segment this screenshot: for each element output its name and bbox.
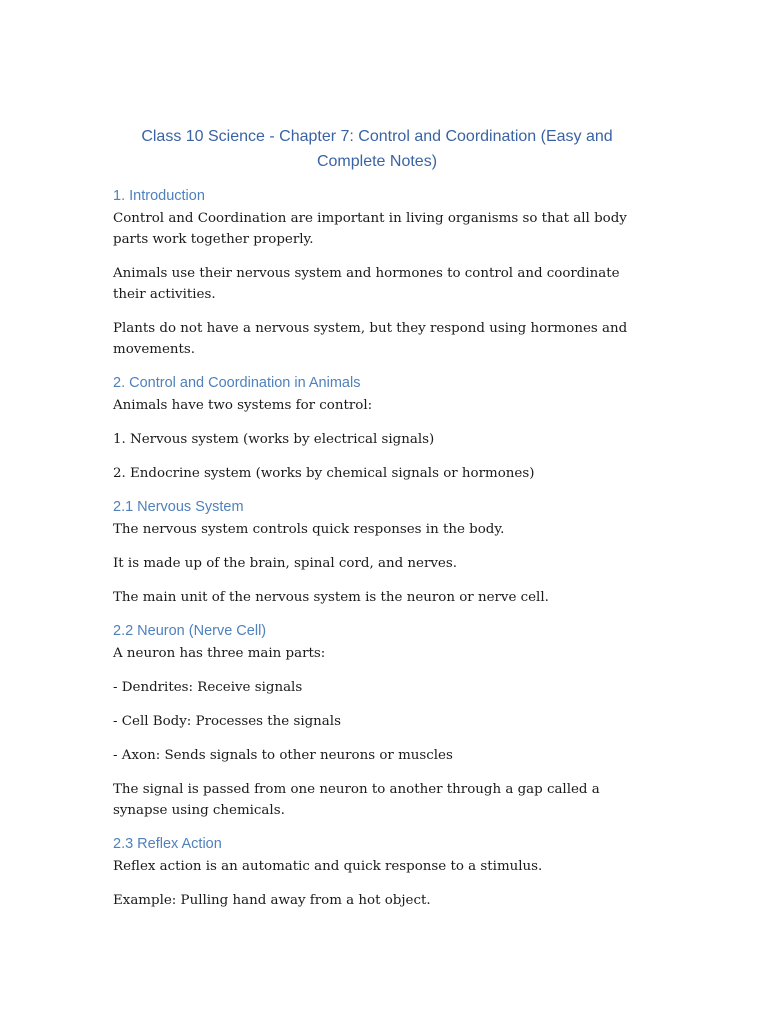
paragraph: The signal is passed from one neuron to another through a gap called a synapse using chemicals. bbox=[113, 782, 600, 818]
paragraph: Animals use their nervous system and hormones to control and coordinate their activities. bbox=[113, 266, 620, 302]
section-introduction bbox=[113, 186, 641, 360]
section-heading: 2.3 Reflex Action bbox=[113, 836, 222, 852]
paragraph: The nervous system controls quick responses in the body. bbox=[113, 522, 505, 537]
document-page bbox=[113, 124, 641, 924]
paragraph: 2. Endocrine system (works by chemical signals or hormones) bbox=[113, 466, 535, 481]
paragraph: It is made up of the brain, spinal cord, and nerves. bbox=[113, 556, 457, 571]
paragraph: A neuron has three main parts: bbox=[113, 646, 326, 661]
paragraph: 1. Nervous system (works by electrical signals) bbox=[113, 432, 435, 447]
paragraph: - Dendrites: Receive signals bbox=[113, 680, 303, 695]
section-heading: 1. Introduction bbox=[113, 188, 205, 204]
document-title: Class 10 Science - Chapter 7: Control and Coordination (Easy and Complete Notes) bbox=[141, 128, 613, 170]
paragraph: Plants do not have a nervous system, but they respond using hormones and movements. bbox=[113, 321, 628, 357]
paragraph: - Axon: Sends signals to other neurons or muscles bbox=[113, 748, 453, 763]
section-control-in-animals bbox=[113, 373, 641, 484]
paragraph: Control and Coordination are important in living organisms so that all body parts work together properly. bbox=[113, 211, 627, 247]
section-nervous-system bbox=[113, 497, 641, 608]
section-neuron bbox=[113, 621, 641, 821]
paragraph: The main unit of the nervous system is the neuron or nerve cell. bbox=[113, 590, 549, 605]
section-heading: 2.1 Nervous System bbox=[113, 499, 244, 515]
paragraph: Animals have two systems for control: bbox=[113, 398, 373, 413]
section-heading: 2. Control and Coordination in Animals bbox=[113, 375, 361, 391]
paragraph: Example: Pulling hand away from a hot object. bbox=[113, 893, 431, 908]
section-heading: 2.2 Neuron (Nerve Cell) bbox=[113, 623, 267, 639]
section-reflex-action bbox=[113, 834, 641, 911]
paragraph: Reflex action is an automatic and quick response to a stimulus. bbox=[113, 859, 543, 874]
paragraph: - Cell Body: Processes the signals bbox=[113, 714, 341, 729]
